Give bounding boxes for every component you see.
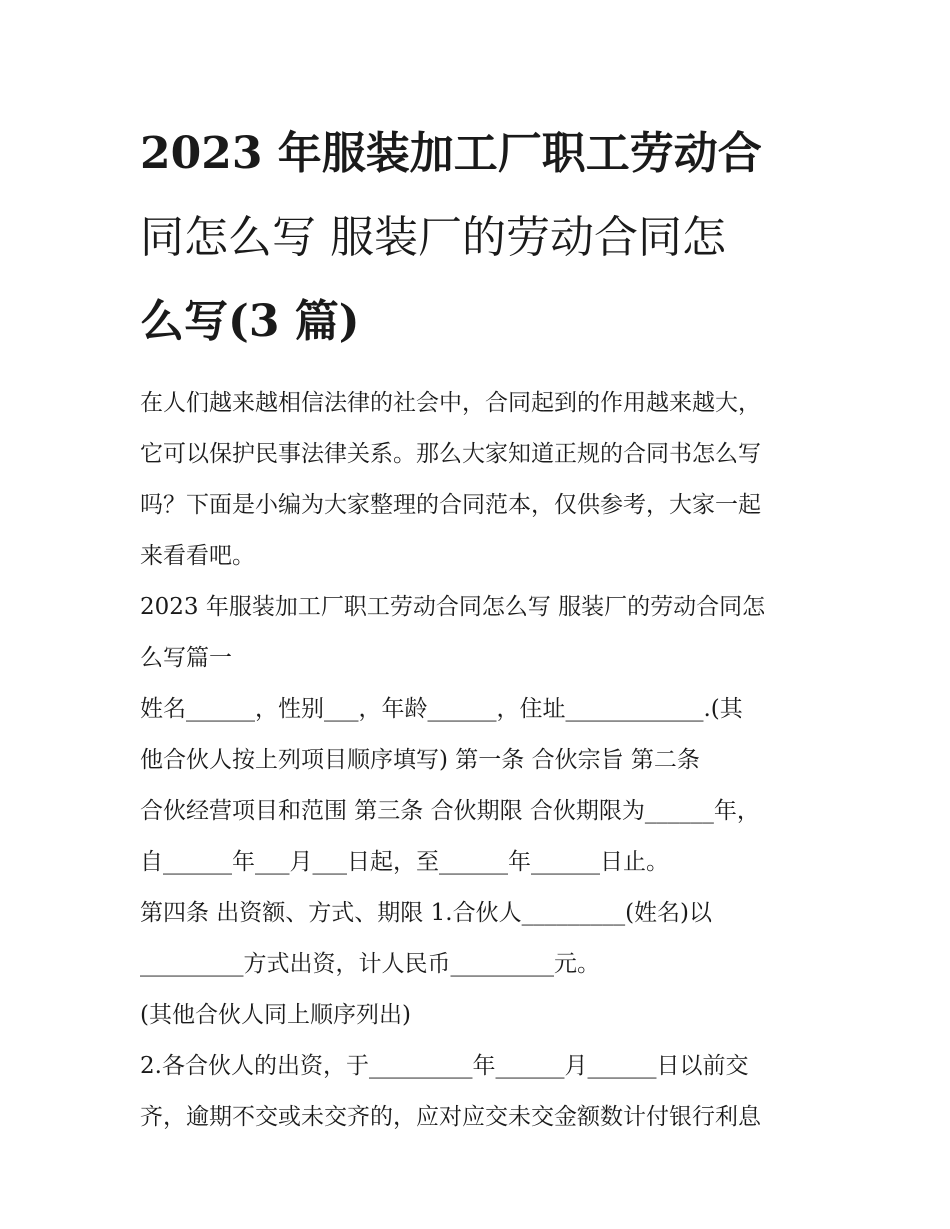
body-line-1: 在人们越来越相信法律的社会中，合同起到的作用越来越大，: [140, 390, 761, 416]
body-line-5: 2023 年服装加工厂职工劳动合同怎么写 服装厂的劳动合同怎: [140, 594, 766, 620]
title-line-3: 么写(3 篇): [140, 296, 360, 347]
title-line-1: 2023 年服装加工厂职工劳动合: [140, 128, 762, 179]
body-line-11: 第四条 出资额、方式、期限 1.合伙人_________(姓名)以: [140, 900, 713, 926]
body-line-10: 自______年___月___日起，至______年______日止。: [140, 849, 669, 875]
body-line-6: 么写篇一: [140, 645, 232, 671]
body-line-8: 他合伙人按上列项目顺序填写) 第一条 合伙宗旨 第二条: [140, 747, 700, 773]
document-page: [140, 112, 820, 1143]
body-line-4: 来看看吧。: [140, 543, 255, 569]
body-line-14: 2.各合伙人的出资，于_________年______月______日以前交: [140, 1053, 749, 1079]
body-line-3: 吗？下面是小编为大家整理的合同范本，仅供参考，大家一起: [140, 492, 761, 518]
document-title: [140, 112, 820, 364]
body-line-15: 齐，逾期不交或未交齐的，应对应交未交金额数计付银行利息: [140, 1104, 761, 1130]
body-line-13: (其他合伙人同上顺序列出): [140, 1002, 411, 1028]
document-body: [140, 378, 820, 1143]
title-line-2: 同怎么写 服装厂的劳动合同怎: [140, 212, 726, 263]
body-line-12: _________方式出资，计人民币_________元。: [140, 951, 600, 977]
body-line-9: 合伙经营项目和范围 第三条 合伙期限 合伙期限为______年，: [140, 798, 760, 824]
body-line-2: 它可以保护民事法律关系。那么大家知道正规的合同书怎么写: [140, 441, 761, 467]
body-line-7: 姓名______，性别___，年龄______，住址____________.(其: [140, 696, 743, 722]
